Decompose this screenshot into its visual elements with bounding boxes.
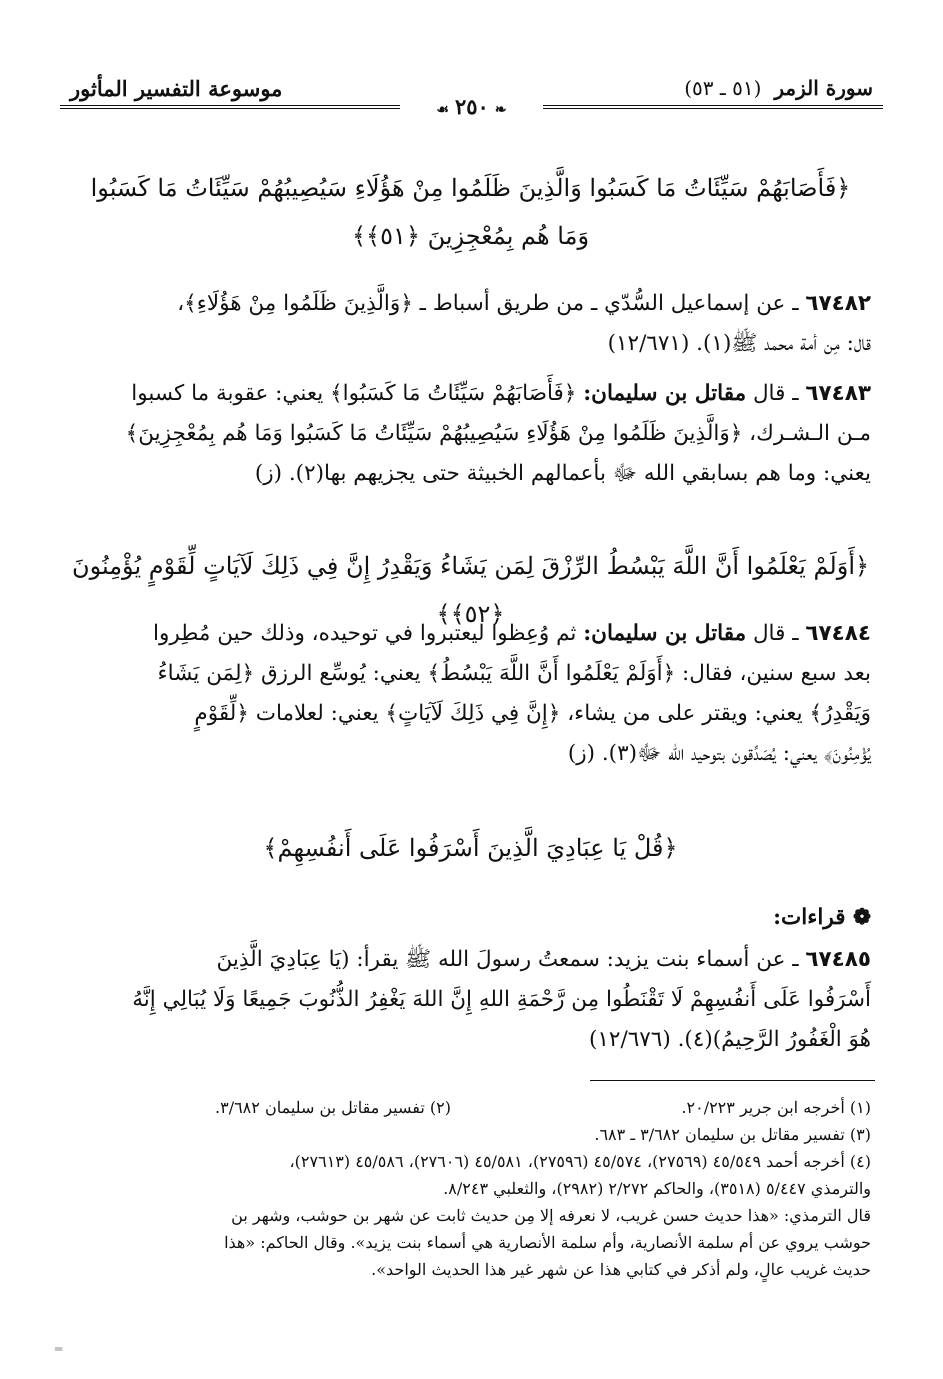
verse-line: ﴿أَوَلَمْ يَعْلَمُوا أَنَّ اللَّهَ يَبْسُطُ الرِّزْقَ لِمَن يَشَاءُ وَيَقْدِرُ إِنَّ فِي ذَلِكَ لَآيَاتٍ لِّقَوْمٍ يُؤْمِنُونَ ﴿٥٢﴾﴾ bbox=[71, 552, 870, 628]
footnote-4-cont: والترمذي ٥/٤٤٧ (٣٥١٨)، والحاكم ٢/٢٧٢ (٢٩٨٢)، والثعلبي ٨/٢٤٣. bbox=[443, 1179, 871, 1198]
narration-text: ﴿فَأَصَابَهُمْ سَيِّئَاتُ مَا كَسَبُوا﴾ يعني: عقوبة ما كسبوا bbox=[131, 381, 577, 406]
footnote-2: (٢) تفسير مقاتل بن سليمان ٣/٦٨٢. bbox=[215, 1098, 451, 1117]
footnote-separator bbox=[590, 1080, 875, 1081]
narrator-name: مقاتل بن سليمان: bbox=[583, 381, 747, 406]
footnotes bbox=[65, 1094, 871, 1283]
narration-line: بعد سبع سنين، فقال: ﴿أَوَلَمْ يَعْلَمُوا أَنَّ اللَّهَ يَبْسُطُ﴾ يعني: يُوسِّع الرزق ﴿لِمَن يَشَاءُ bbox=[157, 661, 871, 686]
narration-number: ٦٧٤٨٣ bbox=[805, 381, 871, 406]
narration-line: قال: مِن أمة محمد ﷺ(١). (١٢/٦٧١) bbox=[607, 331, 871, 356]
narration-67482 bbox=[70, 284, 871, 364]
narration-intro: ـ قال bbox=[752, 381, 799, 406]
narration-number: ٦٧٤٨٢ bbox=[805, 291, 871, 316]
readings-section bbox=[70, 898, 871, 938]
narration-line bbox=[70, 614, 871, 654]
footnote-4: (٤) أخرجه أحمد ٤٥/٥٤٩ (٢٧٥٦٩)، ٤٥/٥٧٤ (٢٧٥٩٦)، ٤٥/٥٨١ (٢٧٦٠٦)، ٤٥/٥٨٦ (٢٧٦١٣)، bbox=[289, 1152, 871, 1171]
verse-line: ﴿فَأَصَابَهُمْ سَيِّئَاتُ مَا كَسَبُوا وَالَّذِينَ ظَلَمُوا مِنْ هَؤُلَاءِ سَيُصِيبُهُمْ سَيِّئَاتُ مَا كَسَبُوا bbox=[90, 174, 851, 202]
footnote-note: حديث غريب عالٍ، ولم أذكر في كتابي هذا عن شهر غير هذا الحديث الواحد». bbox=[371, 1260, 871, 1279]
footnote-1: (١) أخرجه ابن جرير ٢٠/٢٢٣. bbox=[681, 1098, 871, 1117]
book-title: موسوعة التفسير المأثور bbox=[70, 76, 283, 101]
narration-number: ٦٧٤٨٤ bbox=[805, 621, 871, 646]
narrator-name: مقاتل بن سليمان: bbox=[583, 621, 747, 646]
narration-line: مـن الـشـرك، ﴿وَالَّذِينَ ظَلَمُوا مِنْ هَؤُلَاءِ سَيُصِيبُهُمْ سَيِّئَاتُ مَا كَسَبُوا وَمَا هُم بِمُعْجِزِينَ﴾ bbox=[125, 421, 871, 446]
narration-line bbox=[70, 940, 871, 980]
readings-heading: ❁ قراءات: bbox=[773, 905, 871, 930]
margin-mark: ═ bbox=[55, 1342, 63, 1356]
narration-text: ـ عن أسماء بنت يزيد: سمعتُ رسولَ الله ﷺ يقرأ: (يَا عِبَادِيَ الَّذِينَ bbox=[216, 947, 799, 972]
narration-67485 bbox=[70, 940, 871, 1060]
narration-line bbox=[70, 284, 871, 324]
narration-line: أَسْرَفُوا عَلَى أَنفُسِهِمْ لَا تَقْنَطُوا مِن رَّحْمَةِ اللهِ إِنَّ اللهَ يَغْفِرُ الذُّنُوبَ جَمِيعًا وَلَا يُبَالِي إِنَّهُ bbox=[132, 987, 871, 1012]
surah-title: سورة الزمر bbox=[774, 76, 873, 100]
narration-text: ثم وُعِظوا ليعتبروا في توحيده، وذلك حين مُطِروا bbox=[153, 621, 577, 646]
ornament-icon: ❧ bbox=[494, 102, 507, 118]
verse-51 bbox=[70, 164, 871, 260]
header-rule bbox=[60, 94, 883, 122]
verse-53 bbox=[70, 824, 871, 872]
narration-67484 bbox=[70, 614, 871, 774]
verse-line: ﴿قُلْ يَا عِبَادِيَ الَّذِينَ أَسْرَفُوا عَلَى أَنفُسِهِمْ﴾ bbox=[263, 834, 678, 862]
page-number: ٢٥٠ bbox=[454, 94, 489, 119]
narration-67483 bbox=[70, 374, 871, 494]
verse-line: وَمَا هُم بِمُعْجِزِينَ ﴿٥١﴾﴾ bbox=[351, 222, 590, 250]
narration-line: هُوَ الْغَفُورُ الرَّحِيمُ)(٤). (١٢/٦٧٦) bbox=[588, 1027, 871, 1052]
narration-line: يعني: وما هم بسابقي الله ﷻ بأعمالهم الخبيثة حتى يجزيهم بها(٢). (ز) bbox=[254, 461, 871, 486]
ornament-icon: ☙ bbox=[436, 102, 449, 118]
rule-line-left bbox=[60, 105, 400, 109]
verse-range: (٥١ ـ ٥٣) bbox=[684, 76, 762, 100]
narration-line: وَيَقْدِرُ﴾ يعني: ويقتر على من يشاء، ﴿إِنَّ فِي ذَلِكَ لَآيَاتٍ﴾ يعني: لعلامات ﴿لِّقَوْمٍ bbox=[194, 701, 871, 726]
narration-line: يُؤْمِنُونَ﴾ يعني: يُصَدِّقون بتوحيد الله ﷻ(٣). (ز) bbox=[567, 741, 871, 766]
narration-number: ٦٧٤٨٥ bbox=[805, 947, 871, 972]
narration-text: ـ عن إسماعيل السُّدّي ـ من طريق أسباط ـ ﴿وَالَّذِينَ ظَلَمُوا مِنْ هَؤُلَاءِ﴾، bbox=[177, 291, 799, 316]
footnote-note: قال الترمذي: «هذا حديث حسن غريب، لا نعرفه إلا مِن حديث ثابت عن شهر بن حوشب، وشهر بن bbox=[231, 1206, 871, 1225]
footnote-row bbox=[65, 1094, 871, 1121]
footnote-3: (٣) تفسير مقاتل بن سليمان ٣/٦٨٢ ـ ٦٨٣. bbox=[594, 1125, 871, 1144]
narration-line bbox=[70, 374, 871, 414]
narration-intro: ـ قال bbox=[752, 621, 799, 646]
footnote-note: حوشب يروي عن أم سلمة الأنصارية، وأم سلمة الأنصارية هي أسماء بنت يزيد». وقال الحاكم: «هذا bbox=[224, 1233, 871, 1252]
